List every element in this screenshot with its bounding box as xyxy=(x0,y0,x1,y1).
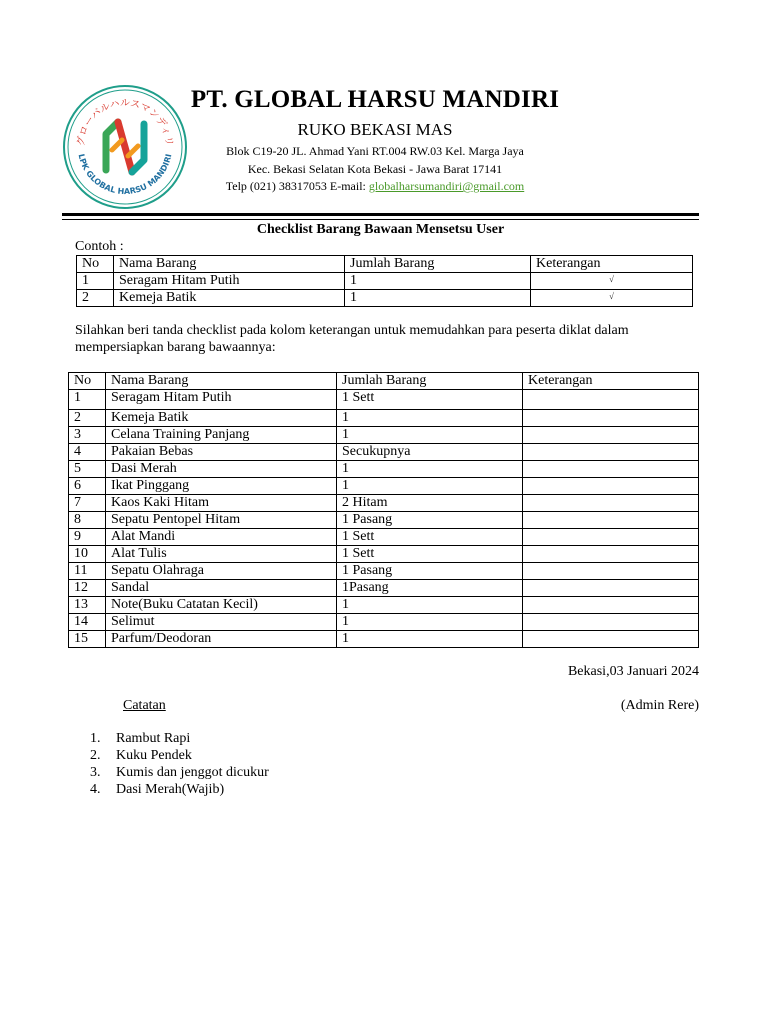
cell-name: Sandal xyxy=(106,580,337,597)
cell-note[interactable] xyxy=(523,529,699,546)
list-item xyxy=(90,781,269,798)
cell-no: 14 xyxy=(69,614,106,631)
cell-no: 12 xyxy=(69,580,106,597)
table-row xyxy=(69,563,699,580)
document-title: Checklist Barang Bawaan Mensetsu User xyxy=(256,222,505,237)
cell-qty: 1 xyxy=(337,461,523,478)
cell-no: 2 xyxy=(77,290,114,307)
header-no: No xyxy=(77,256,114,273)
date-line: Bekasi,03 Januari 2024 xyxy=(567,664,699,679)
cell-qty: 1 xyxy=(337,597,523,614)
cell-qty: 1Pasang xyxy=(337,580,523,597)
header-name: Nama Barang xyxy=(106,373,337,390)
cell-qty: 1 xyxy=(337,614,523,631)
cell-name: Parfum/Deodoran xyxy=(106,631,337,648)
table-row xyxy=(69,427,699,444)
cell-qty: 1 Pasang xyxy=(337,563,523,580)
cell-no: 1 xyxy=(69,390,106,410)
cell-name: Alat Mandi xyxy=(106,529,337,546)
cell-note[interactable] xyxy=(523,631,699,648)
cell-name: Kaos Kaki Hitam xyxy=(106,495,337,512)
example-table xyxy=(76,255,693,307)
signature-name: (Admin Rere) xyxy=(620,698,699,713)
cell-note[interactable] xyxy=(523,580,699,597)
header-divider-thick xyxy=(62,213,699,216)
cell-note[interactable] xyxy=(523,427,699,444)
cell-name: Celana Training Panjang xyxy=(106,427,337,444)
cell-note[interactable] xyxy=(523,597,699,614)
notes-list xyxy=(90,730,269,798)
header-name: Nama Barang xyxy=(114,256,345,273)
table-row xyxy=(69,461,699,478)
table-row xyxy=(69,580,699,597)
contact-line xyxy=(170,179,580,194)
cell-qty: 1 xyxy=(337,631,523,648)
list-item-text: Dasi Merah(Wajib) xyxy=(116,782,225,797)
checkmark-icon: √ xyxy=(531,290,693,307)
notes-heading: Catatan xyxy=(123,698,166,713)
list-item-text: Kuku Pendek xyxy=(116,748,192,763)
cell-qty: 2 Hitam xyxy=(337,495,523,512)
table-row xyxy=(69,495,699,512)
cell-note[interactable] xyxy=(523,444,699,461)
list-item-text: Kumis dan jenggot dicukur xyxy=(116,765,269,780)
table-row xyxy=(69,478,699,495)
instruction-text: Silahkan beri tanda checklist pada kolom keterangan untuk memudahkan para peserta diklat dalam mempersiapkan barang bawaannya: xyxy=(75,323,629,355)
contact-phone: Telp (021) 38317053 E-mail: xyxy=(225,179,369,193)
cell-name: Alat Tulis xyxy=(106,546,337,563)
cell-qty: Secukupnya xyxy=(337,444,523,461)
example-label: Contoh : xyxy=(75,239,124,254)
table-row xyxy=(69,390,699,410)
cell-name: Sepatu Olahraga xyxy=(106,563,337,580)
list-item xyxy=(90,730,269,747)
header-note: Keterangan xyxy=(523,373,699,390)
table-row xyxy=(69,597,699,614)
table-row xyxy=(69,444,699,461)
cell-qty: 1 Sett xyxy=(337,390,523,410)
list-item xyxy=(90,764,269,781)
cell-no: 1 xyxy=(77,273,114,290)
table-row xyxy=(69,512,699,529)
list-item-number: 3. xyxy=(90,765,101,780)
cell-no: 11 xyxy=(69,563,106,580)
cell-qty: 1 xyxy=(345,290,531,307)
cell-name: Sepatu Pentopel Hitam xyxy=(106,512,337,529)
list-item-number: 2. xyxy=(90,748,101,763)
cell-qty: 1 Pasang xyxy=(337,512,523,529)
cell-qty: 1 xyxy=(337,478,523,495)
cell-no: 15 xyxy=(69,631,106,648)
cell-note[interactable] xyxy=(523,390,699,410)
cell-no: 9 xyxy=(69,529,106,546)
cell-name: Kemeja Batik xyxy=(114,290,345,307)
cell-name: Seragam Hitam Putih xyxy=(106,390,337,410)
checklist-header-row xyxy=(69,373,699,390)
cell-name: Selimut xyxy=(106,614,337,631)
list-item-text: Rambut Rapi xyxy=(116,731,191,746)
cell-note[interactable] xyxy=(523,410,699,427)
address-line-1: Blok C19-20 JL. Ahmad Yani RT.004 RW.03 Kel. Marga Jaya xyxy=(226,144,524,158)
cell-no: 2 xyxy=(69,410,106,427)
cell-note[interactable] xyxy=(523,495,699,512)
table-row xyxy=(77,273,693,290)
cell-note[interactable] xyxy=(523,614,699,631)
cell-no: 10 xyxy=(69,546,106,563)
cell-no: 6 xyxy=(69,478,106,495)
cell-name: Seragam Hitam Putih xyxy=(114,273,345,290)
checkmark-icon: √ xyxy=(531,273,693,290)
table-row xyxy=(69,410,699,427)
logo-text-top: グローバルハルスマンディリ xyxy=(75,97,175,147)
cell-note[interactable] xyxy=(523,563,699,580)
list-item-number: 1. xyxy=(90,731,101,746)
cell-name: Pakaian Bebas xyxy=(106,444,337,461)
address-line-2: Kec. Bekasi Selatan Kota Bekasi - Jawa Barat 17141 xyxy=(247,162,503,176)
header-no: No xyxy=(69,373,106,390)
cell-qty: 1 Sett xyxy=(337,546,523,563)
header-note: Keterangan xyxy=(531,256,693,273)
cell-name: Kemeja Batik xyxy=(106,410,337,427)
cell-name: Dasi Merah xyxy=(106,461,337,478)
table-row xyxy=(69,546,699,563)
cell-note[interactable] xyxy=(523,546,699,563)
header-qty: Jumlah Barang xyxy=(345,256,531,273)
cell-no: 13 xyxy=(69,597,106,614)
list-item xyxy=(90,747,269,764)
cell-qty: 1 xyxy=(337,410,523,427)
header-divider-thin xyxy=(62,219,699,220)
example-header-row xyxy=(77,256,693,273)
cell-no: 5 xyxy=(69,461,106,478)
table-row xyxy=(69,614,699,631)
logo-text-bottom: LPK GLOBAL HARSU MANDIRI xyxy=(76,153,174,197)
cell-qty: 1 xyxy=(345,273,531,290)
email-link[interactable]: globalharsumandiri@gmail.com xyxy=(368,179,525,193)
cell-qty: 1 xyxy=(337,427,523,444)
cell-name: Ikat Pinggang xyxy=(106,478,337,495)
table-row xyxy=(69,529,699,546)
table-row xyxy=(77,290,693,307)
cell-no: 8 xyxy=(69,512,106,529)
cell-note[interactable] xyxy=(523,461,699,478)
cell-no: 7 xyxy=(69,495,106,512)
list-item-number: 4. xyxy=(90,782,101,797)
cell-note[interactable] xyxy=(523,478,699,495)
cell-name: Note(Buku Catatan Kecil) xyxy=(106,597,337,614)
checklist-table xyxy=(68,372,699,648)
cell-qty: 1 Sett xyxy=(337,529,523,546)
company-subtitle: RUKO BEKASI MAS xyxy=(297,120,453,139)
header-qty: Jumlah Barang xyxy=(337,373,523,390)
cell-no: 3 xyxy=(69,427,106,444)
table-row xyxy=(69,631,699,648)
cell-note[interactable] xyxy=(523,512,699,529)
company-name: PT. GLOBAL HARSU MANDIRI xyxy=(190,86,560,113)
cell-no: 4 xyxy=(69,444,106,461)
